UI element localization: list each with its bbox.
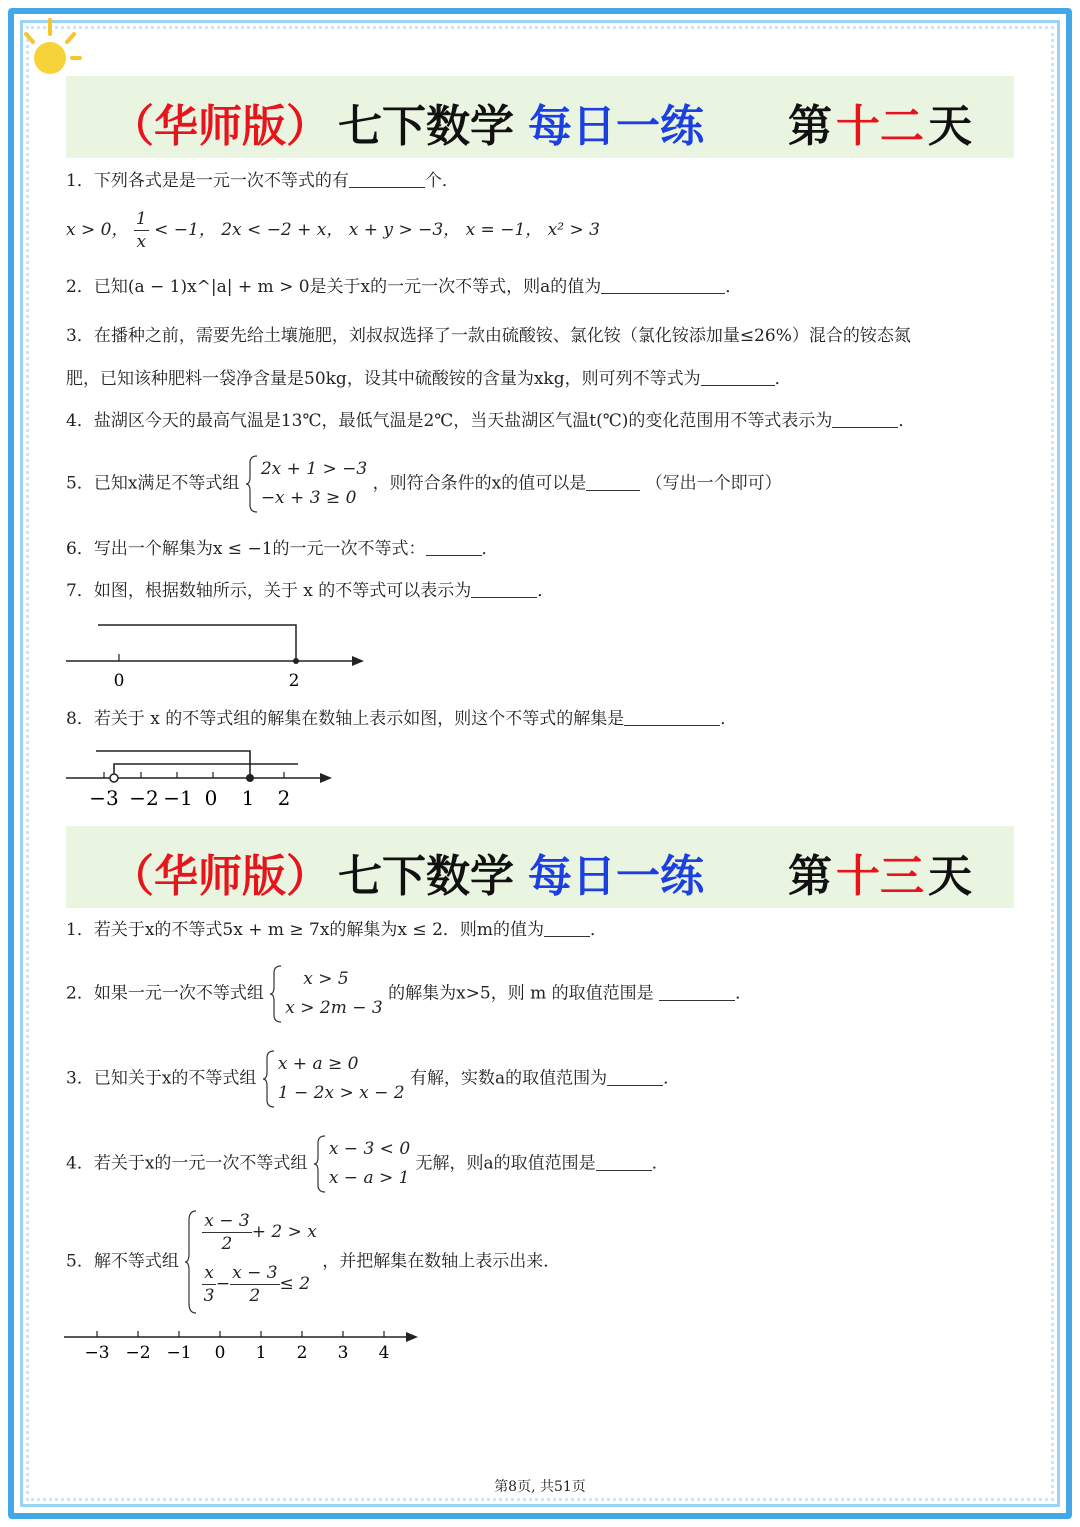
question-text: 1．若关于x的不等式5x + m ≥ 7x的解集为x ≤ 2．则m的值为 [66,920,545,940]
d13-question-5 [66,1210,560,1314]
tick-label: 1 [255,1343,267,1363]
answer-blank [701,371,775,386]
tick-label: −3 [84,1343,110,1363]
banner-day-number: 十三 [836,851,924,902]
tick-label: 2 [296,1343,308,1363]
d12-question-1-exprs [66,208,600,253]
tick-label: −1 [163,786,193,810]
tick-label: 0 [204,786,218,810]
expr: x = −1， [465,220,543,240]
banner-day-suffix: 天 [928,851,972,902]
expr: x² > 3 [547,220,600,240]
banner-subject: 七下数学 [338,851,514,902]
tick-label: −1 [166,1343,192,1363]
tick-label: 3 [337,1343,349,1363]
d13-question-1: 1．若关于x的不等式5x + m ≥ 7x的解集为x ≤ 2．则m的值为 ． [66,920,608,940]
question-text: 6．写出一个解集为x ≤ −1的一元一次不等式： [66,539,426,559]
open-dot [110,774,118,782]
question-text: 5．解不等式组 [66,1251,179,1272]
system-line-1: $\frac{x - 3}{2}$ + 2 > x [204,1211,317,1254]
brace-icon [184,1210,198,1314]
tick-label: 0 [113,671,125,691]
d13-question-4: 4．若关于x的一元一次不等式组 x − 3 < 0 x − a > 1 无解，则a的取值范围是 ． [66,1135,669,1193]
expr: < −1， [154,220,216,240]
tick-label: −2 [125,1343,151,1363]
answer-blank [586,476,640,491]
answer-blank [624,711,720,726]
question-text: 2．如果一元一次不等式组 [66,983,264,1004]
question-text: 5．已知x满足不等式组 [66,473,240,494]
question-text: 7．如图，根据数轴所示，关于 x 的不等式可以表示为 [66,581,472,601]
question-text: 有解，实数a的取值范围为 [410,1068,608,1089]
arrow-icon [320,773,332,783]
number-line-q7 [60,616,380,692]
expr: x + y > −3， [348,220,461,240]
d13-question-2: 2．如果一元一次不等式组 x > 5 x > 2m − 3 的解集为x>5，则 m 的取值范围是 ． [66,965,752,1023]
banner-day-number: 十二 [836,101,924,152]
bracket-lower [114,764,298,778]
solution-bracket [98,625,296,661]
banner-day-prefix: 第 [788,101,832,152]
d13-question-3: 3．已知关于x的不等式组 x + a ≥ 0 1 − 2x > x − 2 有解，实数a的取值范围为 ． [66,1050,680,1108]
question-suffix: 个． [424,171,459,191]
number-line-q5 [60,1322,430,1366]
banner-edition: （华师版） [110,101,330,152]
expr: x > 0， [66,220,129,240]
brace-icon [313,1135,327,1193]
question-text: ，则符合条件的x的值可以是 [372,473,587,494]
d12-question-3-line1 [66,328,911,345]
answer-blank [659,986,735,1001]
question-text: 8．若关于 x 的不等式组的解集在数轴上表示如图，则这个不等式的解集是 [66,709,625,729]
d12-question-4: 4．盐湖区今天的最高气温是13℃，最低气温是2℃，当天盐湖区气温t(℃)的变化范围用不等式表示为 ． [66,411,916,431]
banner-edition: （华师版） [110,851,330,902]
d12-question-7: 7．如图，根据数轴所示，关于 x 的不等式可以表示为 ． [66,581,555,601]
arrow-icon [352,656,364,666]
tick-label: 0 [214,1343,226,1363]
tick-label: 2 [288,671,300,691]
banner-subject: 七下数学 [338,101,514,152]
question-text: 2．已知(a − 1)x^|a| + m > 0是关于x的一元一次不等式，则a的值为 [66,277,602,297]
arrow-icon [406,1332,418,1342]
inequality-system: 2x + 1 > −3 −x + 3 ≥ 0 [245,455,367,513]
solid-dot [246,774,254,782]
question-text: 1．下列各式是是一元一次不等式的有 [66,171,349,191]
page-number: 第8页, 共51页 [494,1479,586,1495]
inequality-system: x + a ≥ 0 1 − 2x > x − 2 [262,1050,405,1108]
solid-dot [293,658,299,664]
tick-label: 2 [277,786,291,810]
expr: 2x < −2 + x， [221,220,344,240]
question-note: （写出一个即可） [645,473,782,494]
day13-banner [66,826,1014,908]
banner-day-suffix: 天 [928,101,972,152]
answer-blank [832,413,898,428]
inequality-system [184,1210,317,1314]
system-line-2: $\frac{x}{3}$ − $\frac{x - 3}{2}$ ≤ 2 [203,1263,311,1306]
sun-icon [20,14,84,78]
tick-label: −3 [89,786,119,810]
inequality-system: x > 5 x > 2m − 3 [269,965,382,1023]
d12-question-8: 8．若关于 x 的不等式组的解集在数轴上表示如图，则这个不等式的解集是 ． [66,709,738,729]
tick-label: 1 [241,786,255,810]
question-text: 3．在播种之前，需要先给土壤施肥，刘叔叔选择了一款由硫酸铵、氯化铵（氯化铵添加量≤26%）混合的铵态氮 [66,326,911,346]
day12-banner [66,76,1014,158]
answer-blank [349,173,425,188]
inequality-system: x − 3 < 0 x − a > 1 [313,1135,410,1193]
answer-blank [426,541,482,556]
question-text: 4．若关于x的一元一次不等式组 [66,1153,308,1174]
question-text: 3．已知关于x的不等式组 [66,1068,257,1089]
answer-blank [607,1071,663,1086]
question-text: 无解，则a的取值范围是 [415,1153,596,1174]
banner-daily: 每日一练 [528,101,704,152]
d12-question-5 [66,455,782,513]
question-text: 肥，已知该种肥料一袋净含量是50kg，设其中硫酸铵的含量为xkg，则可列不等式为 [66,369,701,389]
brace-icon [269,965,283,1023]
answer-blank [596,1156,652,1171]
answer-blank [601,279,725,294]
d12-question-6: 6．写出一个解集为x ≤ −1的一元一次不等式： ． [66,539,499,559]
question-text: ，并把解集在数轴上表示出来． [322,1251,561,1272]
question-text: 4．盐湖区今天的最高气温是13℃，最低气温是2℃，当天盐湖区气温t(℃)的变化范围用不等式表示为 [66,411,833,431]
banner-day-prefix: 第 [788,851,832,902]
tick-label: 4 [378,1343,390,1363]
question-text: 的解集为x>5，则 m 的取值范围是 [388,983,654,1004]
d12-question-2: 2．已知(a − 1)x^|a| + m > 0是关于x的一元一次不等式，则a的值为 ． [66,277,743,297]
answer-blank [544,922,590,937]
number-line-q8 [60,740,350,812]
answer-blank [471,583,537,598]
brace-icon [262,1050,276,1108]
fraction: $\frac{1}{x}$ [135,209,147,252]
tick-label: −2 [129,786,159,810]
banner-daily: 每日一练 [528,851,704,902]
d12-question-1 [66,173,459,190]
d12-question-3-line2: 肥，已知该种肥料一袋净含量是50kg，设其中硫酸铵的含量为xkg，则可列不等式为 ． [66,369,792,389]
brace-icon [245,455,259,513]
